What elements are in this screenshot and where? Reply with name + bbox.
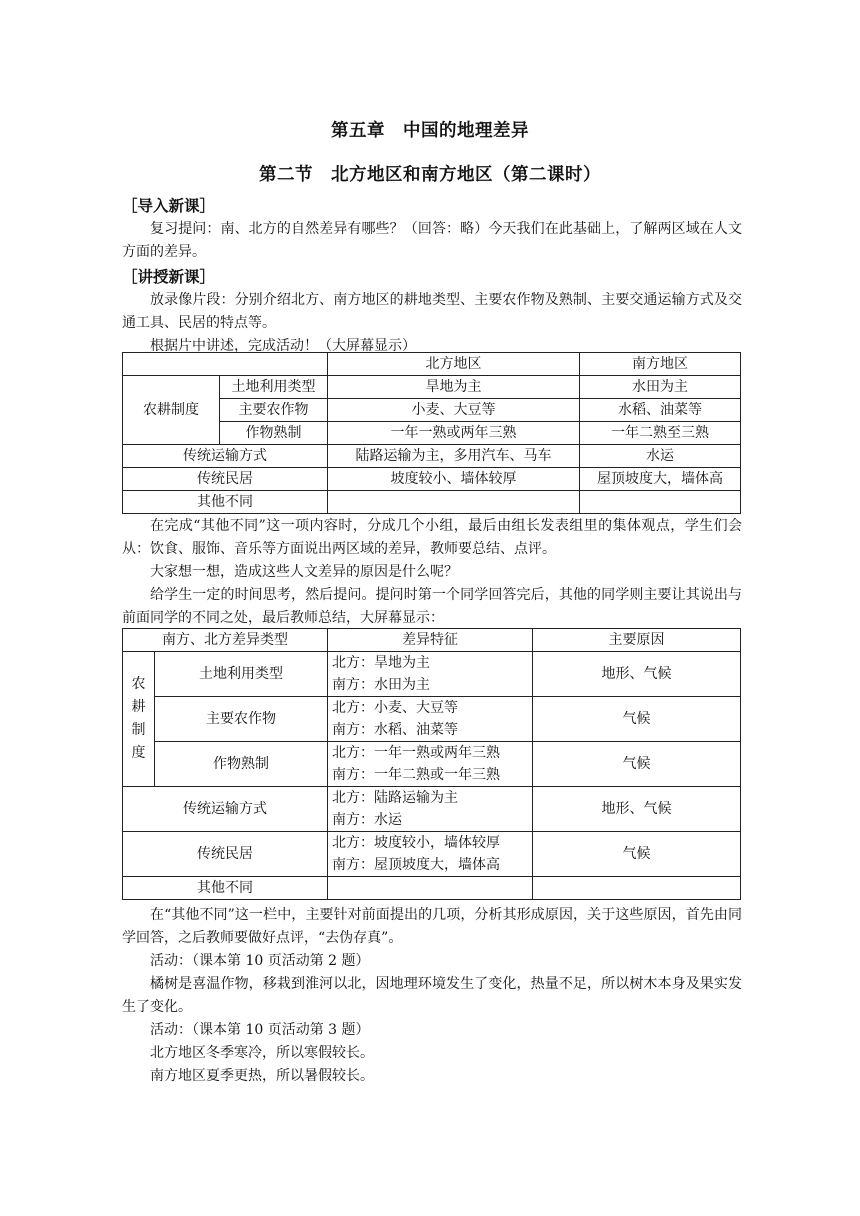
reason-cell: 气候 <box>533 832 741 877</box>
intro-paragraph: 复习提问：南、北方的自然差异有哪些？（回答：略）今天我们在此基础上，了解两区域在人文方面的差异。 <box>122 221 742 260</box>
table-header-type: 南方、北方差异类型 <box>123 629 328 652</box>
north-feature: 北方：坡度较小，墙体较厚 <box>332 835 500 851</box>
body-top <box>122 194 742 358</box>
paragraph: 橘树是喜温作物，移栽到淮河以北，因地理环境发生了变化，热量不足，所以树木本身及果实发生了变化。 <box>122 976 742 1015</box>
row-group-label: 农耕制度 <box>123 376 220 445</box>
feature-cell <box>328 697 533 742</box>
table-row <box>123 468 741 491</box>
row-label: 传统民居 <box>123 832 328 877</box>
north-cell: 坡度较小、墙体较厚 <box>328 468 580 491</box>
north-feature: 北方：陆路运输为主 <box>332 790 458 806</box>
row-label: 其他不同 <box>123 877 328 900</box>
south-cell: 水运 <box>580 445 741 468</box>
paragraph: 活动：（课本第 10 页活动第 3 题） <box>150 1022 370 1038</box>
south-cell: 一年二熟至三熟 <box>580 422 741 445</box>
group-char: 制 <box>131 722 146 738</box>
table-header-south: 南方地区 <box>580 353 741 376</box>
table2-wrap <box>122 628 742 900</box>
reason-cell: 气候 <box>533 697 741 742</box>
north-cell: 陆路运输为主，多用汽车、马车 <box>328 445 580 468</box>
paragraph: 南方地区夏季更热，所以暑假较长。 <box>150 1068 374 1084</box>
table-row <box>123 652 741 697</box>
south-feature: 南方：水田为主 <box>332 677 430 693</box>
table-row <box>123 742 741 787</box>
row-label: 主要农作物 <box>220 399 328 422</box>
north-cell: 小麦、大豆等 <box>328 399 580 422</box>
table-header-row <box>123 629 741 652</box>
row-label: 传统民居 <box>123 468 328 491</box>
feature-cell <box>328 832 533 877</box>
paragraph: 大家想一想，造成这些人文差异的原因是什么呢？ <box>150 564 458 580</box>
north-cell: 旱地为主 <box>328 376 580 399</box>
group-char: 度 <box>131 745 146 761</box>
row-label: 土地利用类型 <box>220 376 328 399</box>
table-header-feature: 差异特征 <box>328 629 533 652</box>
reason-cell: 地形、气候 <box>533 787 741 832</box>
south-cell: 屋顶坡度大，墙体高 <box>580 468 741 491</box>
paragraph: 在“其他不同”这一栏中，主要针对前面提出的几项，分析其形成原因，关于这些原因，首先由同学回答，之后教师要做好点评，“去伪存真”。 <box>122 907 742 946</box>
section-title: 第二节 北方地区和南方地区（第二课时） <box>259 165 601 185</box>
row-label: 传统运输方式 <box>123 445 328 468</box>
group-char: 耕 <box>131 699 146 715</box>
lecture-paragraph-1: 放录像片段：分别介绍北方、南方地区的耕地类型、主要农作物及熟制、主要交通运输方式及交通工具、民居的特点等。 <box>122 292 742 331</box>
reason-cell <box>533 877 741 900</box>
table-row <box>123 445 741 468</box>
table-cell <box>123 353 328 376</box>
row-label: 主要农作物 <box>155 697 328 742</box>
table-row <box>123 787 741 832</box>
south-cell: 水稻、油菜等 <box>580 399 741 422</box>
body-middle <box>122 515 742 630</box>
south-cell: 水田为主 <box>580 376 741 399</box>
north-feature: 北方：一年一熟或两年三熟 <box>332 745 500 761</box>
table-header-reason: 主要原因 <box>533 629 741 652</box>
south-feature: 南方：水稻、油菜等 <box>332 722 458 738</box>
row-label: 传统运输方式 <box>123 787 328 832</box>
paragraph: 在完成“其他不同”这一项内容时，分成几个小组，最后由组长发表组里的集体观点，学生们会从：饮食、服饰、音乐等方面说出两区域的差异，教师要总结、点评。 <box>122 518 742 557</box>
paragraph: 北方地区冬季寒冷，所以寒假较长。 <box>150 1045 374 1061</box>
lecture-paragraph-2: 根据片中讲述，完成活动！（大屏幕显示） <box>150 338 416 354</box>
table-header-row <box>123 353 741 376</box>
paragraph: 活动：（课本第 10 页活动第 2 题） <box>150 953 370 969</box>
table-row <box>123 877 741 900</box>
feature-cell <box>328 787 533 832</box>
group-char: 农 <box>131 676 146 692</box>
row-label: 作物熟制 <box>220 422 328 445</box>
north-feature: 北方：小麦、大豆等 <box>332 700 458 716</box>
table-row <box>123 376 741 399</box>
table-row <box>123 491 741 514</box>
lecture-heading: ［讲授新课］ <box>122 268 216 286</box>
table-header-north: 北方地区 <box>328 353 580 376</box>
chapter-title: 第五章 中国的地理差异 <box>331 121 529 141</box>
north-cell <box>328 491 580 514</box>
paragraph: 给学生一定的时间思考，然后提问。提问时第一个同学回答完后，其他的同学则主要让其说出与前面同学的不同之处，最后教师总结，大屏幕显示： <box>122 587 742 626</box>
feature-cell <box>328 742 533 787</box>
table-row <box>123 697 741 742</box>
south-cell <box>580 491 741 514</box>
intro-heading: ［导入新课］ <box>122 197 216 215</box>
body-bottom <box>122 904 742 1088</box>
south-feature: 南方：屋顶坡度大，墙体高 <box>332 857 500 873</box>
reason-cell: 地形、气候 <box>533 652 741 697</box>
comparison-table-2 <box>122 628 741 900</box>
row-label: 作物熟制 <box>155 742 328 787</box>
row-label: 土地利用类型 <box>155 652 328 697</box>
feature-cell <box>328 652 533 697</box>
reason-cell: 气候 <box>533 742 741 787</box>
feature-cell <box>328 877 533 900</box>
table1-wrap <box>122 352 742 514</box>
comparison-table-1 <box>122 352 741 514</box>
south-feature: 南方：一年二熟或一年三熟 <box>332 767 500 783</box>
south-feature: 南方：水运 <box>332 812 402 828</box>
row-group-label <box>123 652 155 787</box>
north-cell: 一年一熟或两年三熟 <box>328 422 580 445</box>
row-label: 其他不同 <box>123 491 328 514</box>
north-feature: 北方：旱地为主 <box>332 655 430 671</box>
table-row <box>123 832 741 877</box>
